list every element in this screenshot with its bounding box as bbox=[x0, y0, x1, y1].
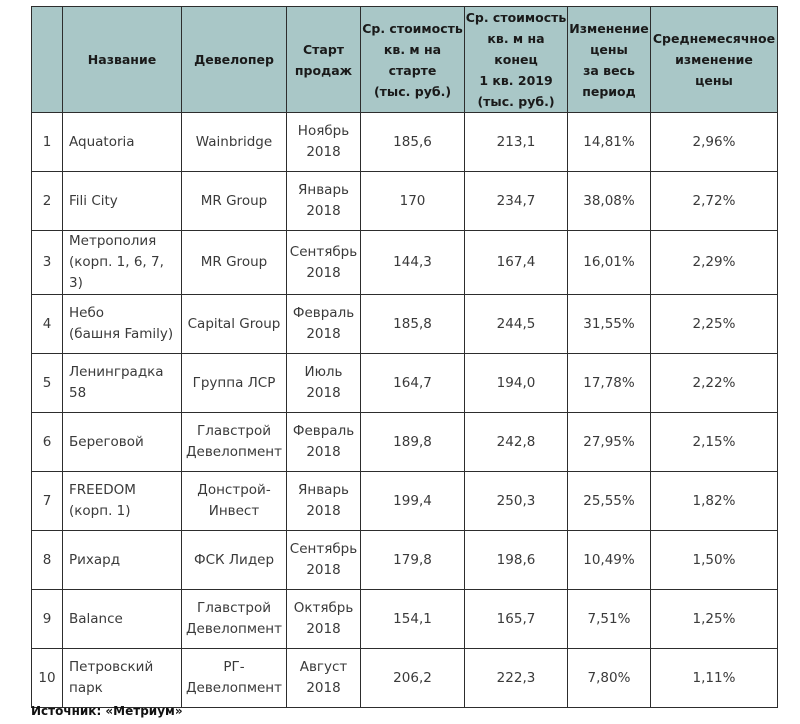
table-row bbox=[32, 113, 778, 172]
cell-developer: РГ- Девелопмент bbox=[182, 649, 287, 708]
cell-name: Ленинградка 58 bbox=[63, 354, 182, 413]
cell-end-price: 213,1 bbox=[465, 113, 568, 172]
cell-developer: Wainbridge bbox=[182, 113, 287, 172]
cell-start-price: 154,1 bbox=[361, 590, 465, 649]
header-cell-sales-start: Старт продаж bbox=[287, 7, 361, 113]
cell-end-price: 242,8 bbox=[465, 413, 568, 472]
cell-developer: Главстрой Девелопмент bbox=[182, 590, 287, 649]
cell-developer: Главстрой Девелопмент bbox=[182, 413, 287, 472]
table-row bbox=[32, 590, 778, 649]
cell-monthly-change: 2,15% bbox=[651, 413, 778, 472]
cell-end-price: 250,3 bbox=[465, 472, 568, 531]
cell-sales-start: Февраль 2018 bbox=[287, 413, 361, 472]
cell-end-price: 194,0 bbox=[465, 354, 568, 413]
cell-start-price: 144,3 bbox=[361, 231, 465, 295]
cell-number: 7 bbox=[32, 472, 63, 531]
cell-start-price: 189,8 bbox=[361, 413, 465, 472]
cell-monthly-change: 2,29% bbox=[651, 231, 778, 295]
cell-name: Aquatoria bbox=[63, 113, 182, 172]
cell-sales-start: Февраль 2018 bbox=[287, 295, 361, 354]
cell-monthly-change: 2,25% bbox=[651, 295, 778, 354]
cell-start-price: 164,7 bbox=[361, 354, 465, 413]
cell-total-change: 38,08% bbox=[568, 172, 651, 231]
cell-monthly-change: 1,25% bbox=[651, 590, 778, 649]
table-row bbox=[32, 295, 778, 354]
header-cell-number bbox=[32, 7, 63, 113]
cell-number: 5 bbox=[32, 354, 63, 413]
cell-total-change: 7,51% bbox=[568, 590, 651, 649]
table-row bbox=[32, 231, 778, 295]
cell-developer: Capital Group bbox=[182, 295, 287, 354]
cell-developer: Группа ЛСР bbox=[182, 354, 287, 413]
cell-sales-start: Сентябрь 2018 bbox=[287, 231, 361, 295]
cell-end-price: 234,7 bbox=[465, 172, 568, 231]
cell-name: Fili City bbox=[63, 172, 182, 231]
cell-end-price: 198,6 bbox=[465, 531, 568, 590]
cell-name: Рихард bbox=[63, 531, 182, 590]
table-row bbox=[32, 354, 778, 413]
cell-end-price: 165,7 bbox=[465, 590, 568, 649]
cell-start-price: 199,4 bbox=[361, 472, 465, 531]
cell-developer: MR Group bbox=[182, 172, 287, 231]
cell-developer: MR Group bbox=[182, 231, 287, 295]
cell-total-change: 14,81% bbox=[568, 113, 651, 172]
cell-start-price: 206,2 bbox=[361, 649, 465, 708]
header-cell-total-change: Изменение цены за весь период bbox=[568, 7, 651, 113]
cell-total-change: 31,55% bbox=[568, 295, 651, 354]
source-note: Источник: «Метриум» bbox=[31, 704, 183, 718]
cell-number: 6 bbox=[32, 413, 63, 472]
cell-number: 8 bbox=[32, 531, 63, 590]
header-cell-end-price: Ср. стоимость кв. м на конец 1 кв. 2019 (тыс. руб.) bbox=[465, 7, 568, 113]
table-row bbox=[32, 172, 778, 231]
cell-start-price: 179,8 bbox=[361, 531, 465, 590]
cell-sales-start: Январь 2018 bbox=[287, 172, 361, 231]
cell-monthly-change: 1,11% bbox=[651, 649, 778, 708]
cell-number: 10 bbox=[32, 649, 63, 708]
table-row bbox=[32, 413, 778, 472]
cell-sales-start: Октябрь 2018 bbox=[287, 590, 361, 649]
cell-total-change: 17,78% bbox=[568, 354, 651, 413]
header-cell-monthly-change: Среднемесячное изменение цены bbox=[651, 7, 778, 113]
table-row bbox=[32, 649, 778, 708]
cell-monthly-change: 2,72% bbox=[651, 172, 778, 231]
header-row bbox=[32, 7, 778, 113]
header-cell-developer: Девелопер bbox=[182, 7, 287, 113]
header-cell-start-price: Ср. стоимость кв. м на старте (тыс. руб.) bbox=[361, 7, 465, 113]
cell-start-price: 170 bbox=[361, 172, 465, 231]
cell-total-change: 16,01% bbox=[568, 231, 651, 295]
cell-name: Береговой bbox=[63, 413, 182, 472]
cell-total-change: 7,80% bbox=[568, 649, 651, 708]
cell-name: FREEDOM (корп. 1) bbox=[63, 472, 182, 531]
cell-sales-start: Январь 2018 bbox=[287, 472, 361, 531]
cell-total-change: 25,55% bbox=[568, 472, 651, 531]
cell-start-price: 185,6 bbox=[361, 113, 465, 172]
price-table bbox=[31, 6, 778, 708]
cell-monthly-change: 2,22% bbox=[651, 354, 778, 413]
cell-number: 9 bbox=[32, 590, 63, 649]
cell-end-price: 167,4 bbox=[465, 231, 568, 295]
table-body bbox=[32, 113, 778, 708]
table-row bbox=[32, 472, 778, 531]
cell-number: 1 bbox=[32, 113, 63, 172]
cell-name: Петровский парк bbox=[63, 649, 182, 708]
cell-start-price: 185,8 bbox=[361, 295, 465, 354]
cell-number: 2 bbox=[32, 172, 63, 231]
header-cell-name: Название bbox=[63, 7, 182, 113]
cell-sales-start: Сентябрь 2018 bbox=[287, 531, 361, 590]
cell-developer: ФСК Лидер bbox=[182, 531, 287, 590]
cell-number: 3 bbox=[32, 231, 63, 295]
cell-monthly-change: 1,50% bbox=[651, 531, 778, 590]
cell-developer: Донстрой- Инвест bbox=[182, 472, 287, 531]
cell-end-price: 222,3 bbox=[465, 649, 568, 708]
cell-sales-start: Июль 2018 bbox=[287, 354, 361, 413]
cell-number: 4 bbox=[32, 295, 63, 354]
cell-end-price: 244,5 bbox=[465, 295, 568, 354]
cell-name: Метрополия (корп. 1, 6, 7, 3) bbox=[63, 231, 182, 295]
cell-total-change: 10,49% bbox=[568, 531, 651, 590]
cell-monthly-change: 2,96% bbox=[651, 113, 778, 172]
cell-total-change: 27,95% bbox=[568, 413, 651, 472]
cell-sales-start: Август 2018 bbox=[287, 649, 361, 708]
cell-sales-start: Ноябрь 2018 bbox=[287, 113, 361, 172]
cell-name: Небо (башня Family) bbox=[63, 295, 182, 354]
cell-monthly-change: 1,82% bbox=[651, 472, 778, 531]
cell-name: Balance bbox=[63, 590, 182, 649]
table-row bbox=[32, 531, 778, 590]
